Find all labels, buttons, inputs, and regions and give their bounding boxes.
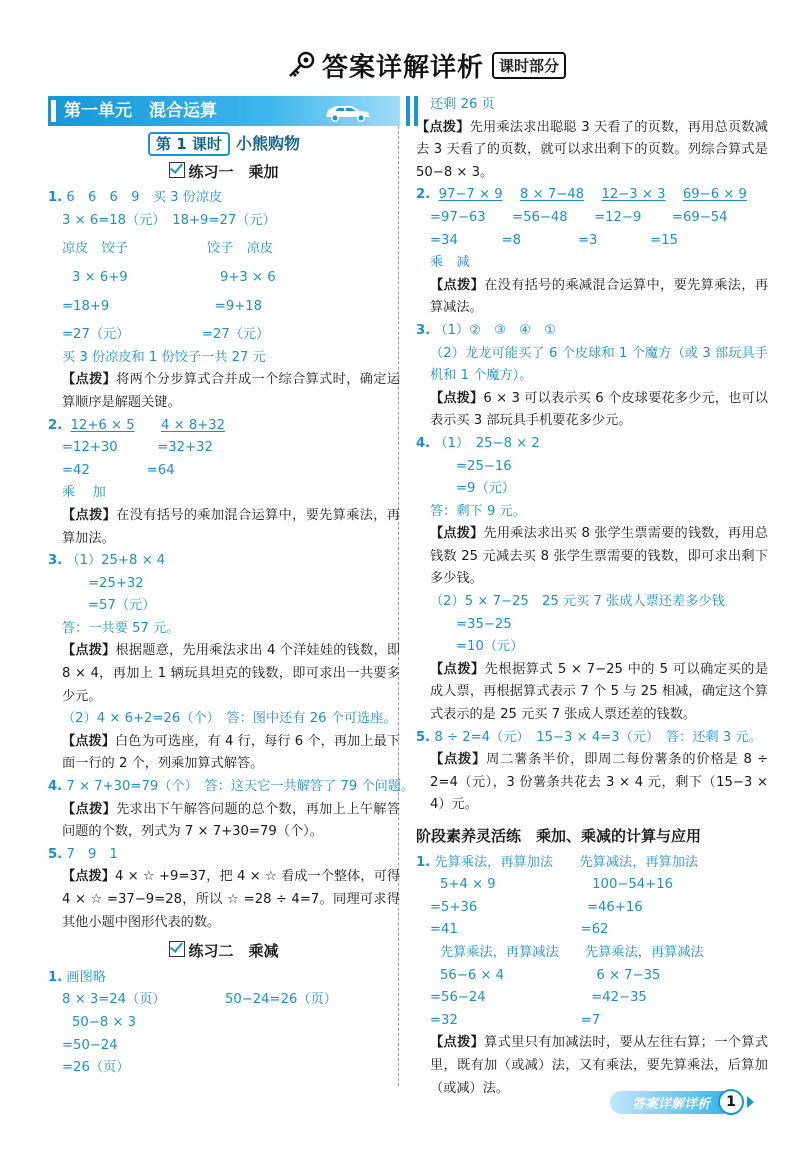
hint-note	[416, 659, 768, 727]
question-5	[48, 844, 400, 934]
answer-line: 画图略	[66, 969, 106, 985]
question-number: 3.	[48, 553, 63, 569]
answer-line: 7 9 1	[66, 846, 118, 862]
checkbox-icon	[169, 162, 185, 178]
hint-label: 【点拨】	[416, 119, 470, 135]
banner-bar	[51, 100, 56, 122]
hint-label: 【点拨】	[62, 372, 117, 388]
hint-label: 【点拨】	[62, 801, 117, 817]
key-icon	[286, 50, 316, 80]
answer-line: 买 3 份凉皮和 1 份饺子一共 27 元	[62, 349, 266, 365]
answer-line: =97−63 =56−48 =12−9 =69−54	[430, 209, 728, 225]
question-2	[416, 184, 768, 320]
answer-line: =9（元）	[456, 481, 516, 497]
hint-note	[416, 117, 768, 185]
question-number: 4.	[416, 435, 431, 451]
answer-line: =34 =8 =3 =15	[430, 232, 678, 248]
hint-text: 根据题意，先用乘法求出 4 个洋娃娃的钱数，即 8 × 4，再加上 1 辆玩具坦克的钱数，即可求出一共要多少元。	[62, 643, 401, 704]
practice2-question-1	[48, 967, 400, 1080]
answer-line: 乘 加	[62, 485, 106, 501]
answer-line: （1）25+8 × 4	[66, 553, 166, 569]
section-badge: 课时部分	[492, 52, 566, 79]
question-number: 3.	[416, 322, 431, 338]
question-number: 1.	[48, 969, 63, 985]
question-2	[48, 415, 400, 551]
answer-line: （2）龙龙可能买了 6 个皮球和 1 个魔方（或 3 部玩具手机和 1 个魔方）。	[430, 345, 768, 384]
question-number: 1.	[416, 854, 431, 870]
hint-label: 【点拨】	[430, 752, 487, 768]
stage-practice-title: 阶段素养灵活练 乘加、乘减的计算与应用	[416, 827, 702, 845]
answer-line: =5+36 =46+16	[430, 899, 643, 915]
practice-title: 练习一 乘加	[188, 162, 279, 181]
answer-line: =18+9 =9+18	[62, 298, 263, 314]
answer-line: =26（页）	[62, 1060, 130, 1076]
unit-title: 第一单元 混合运算	[64, 101, 217, 121]
answer-line: 答：剩下 9 元。	[430, 503, 526, 519]
hint-text: 在没有括号的乘加混合运算中，要先算乘法，再算加法。	[62, 507, 401, 546]
question-1	[48, 187, 400, 414]
expression: 4 × 8+32	[161, 417, 226, 433]
page-title: 答案详解详析	[322, 52, 485, 83]
answer-line: =27（元） =27（元）	[62, 327, 270, 343]
hint-note	[416, 523, 768, 591]
stage-question-1	[416, 852, 768, 1101]
answer-line: =57（元）	[88, 598, 156, 614]
hint-note	[416, 749, 768, 817]
page-footer	[610, 1090, 754, 1114]
answer-line: =12+30 =32+32	[62, 440, 213, 456]
lesson-heading	[48, 132, 400, 158]
hint-text: 在没有括号的乘减混合运算中，要先算乘法，再算减法。	[430, 277, 769, 316]
answer-line: 8 ÷ 2=4（元） 15−3 × 4=3（元） 答：还剩 3 元。	[434, 729, 762, 745]
answer-line: 7 × 7+30=79（个） 答：这天它一共解答了 79 个问题。	[66, 779, 415, 795]
hint-label: 【点拨】	[430, 1035, 485, 1051]
hint-text: 6 × 3 可以表示买 6 个皮球要花多少元，也可以表示买 3 部玩具手机要花多少元。	[430, 390, 768, 429]
hint-note	[48, 731, 400, 776]
banner-bar	[406, 96, 410, 126]
arrow-right-icon	[747, 1096, 754, 1108]
hint-text: 先用乘法求出买 8 张学生票需要的钱数，再用总钱数 25 元减去买 8 张学生票需要的钱数，即可求出剩下多少钱。	[430, 526, 769, 587]
answer-line: 50−8 × 3	[72, 1014, 137, 1030]
hint-label: 【点拨】	[430, 277, 485, 293]
question-number: 5.	[416, 729, 431, 745]
hint-note	[416, 275, 768, 320]
left-column	[48, 94, 415, 1080]
question-3	[416, 320, 768, 433]
answer-line: =50−24	[62, 1037, 118, 1053]
answer-line: =56−24 =42−35	[430, 990, 647, 1006]
hint-note	[48, 640, 400, 708]
page-header	[0, 42, 800, 88]
answer-line: 56−6 × 4 6 × 7−35	[440, 967, 661, 983]
question-number: 1.	[48, 190, 63, 206]
checkbox-icon	[169, 941, 185, 957]
practice-title: 练习二 乘减	[188, 942, 279, 961]
hint-note	[48, 799, 400, 844]
answer-line: （1）② ③ ④ ①	[434, 322, 557, 338]
footer-label: 答案详解详析	[610, 1091, 724, 1114]
hint-text: 周二薯条半价，即周二每份薯条的价格是 8 ÷ 2=4（元），3 份薯条共花去 3 × 4 元，剩下（15−3 × 4）元。	[430, 752, 768, 813]
hint-label: 【点拨】	[62, 869, 115, 885]
lesson-tag: 第 1 课时	[148, 132, 230, 156]
hint-note	[48, 866, 400, 934]
practice-heading	[48, 940, 400, 963]
question-number: 4.	[48, 779, 63, 795]
answer-line: =42 =64	[62, 462, 175, 478]
hint-label: 【点拨】	[430, 526, 484, 542]
question-4	[48, 776, 415, 844]
hint-text: 先根据算式 5 × 7−25 中的 5 可以确定买的是成人票，再根据算式表示 7 个 5 与 25 相减，确定这个算式表示的是 25 元买 7 张成人票还差的钱数。	[430, 661, 769, 723]
answer-line: 凉皮 饺子 饺子 凉皮	[62, 241, 273, 257]
answer-line: 答：一共要 57 元。	[62, 620, 180, 636]
expression: 8 × 7−48	[520, 187, 585, 203]
answer-line: 8 × 3=24（页） 50−24=26（页）	[62, 992, 337, 1008]
expression: 12−3 × 3	[601, 187, 666, 203]
right-column	[416, 94, 768, 1100]
unit-banner	[48, 96, 400, 126]
question-number: 2.	[416, 187, 431, 203]
answer-line: 3 × 6+9 9+3 × 6	[72, 269, 276, 285]
hint-label: 【点拨】	[430, 661, 485, 677]
hint-note	[48, 505, 400, 550]
hint-text: 将两个分步算式合并成一个综合算式时，确定运算顺序是解题关键。	[62, 372, 401, 410]
answer-line: （2）5 × 7−25 25 元买 7 张成人票还差多少钱	[430, 594, 725, 610]
hint-text: 算式里只有加减法时，要从左往右算；一个算式里，既有加（或减）法，又有乘法，要先算乘法，后算加（或减）法。	[430, 1035, 769, 1096]
expression: 97−7 × 9	[438, 187, 503, 203]
practice-heading	[48, 161, 400, 184]
answer-line: =41 =62	[430, 922, 609, 938]
page-number: 1	[718, 1089, 744, 1115]
answer-line: （1） 25−8 × 2	[434, 435, 540, 451]
answer-line: =25−16	[456, 458, 512, 474]
hint-note	[416, 388, 768, 433]
hint-label: 【点拨】	[430, 390, 484, 406]
question-4	[416, 433, 768, 727]
answer-line: 5+4 × 9 100−54+16	[440, 877, 673, 893]
answer-line: 乘 减	[430, 255, 470, 271]
lesson-name: 小熊购物	[235, 134, 300, 153]
answer-line: =35−25	[456, 616, 512, 632]
expression: 69−6 × 9	[682, 187, 747, 203]
hint-label: 【点拨】	[62, 733, 115, 749]
question-3	[48, 550, 400, 776]
header-inner	[286, 42, 566, 88]
question-number: 2.	[48, 417, 63, 433]
answer-line: 6 6 6 9 买 3 份凉皮	[66, 190, 223, 206]
answer-line: 先算乘法，再算减法 先算乘法，再算减法	[440, 944, 704, 960]
answer-line: （2）4 × 6+2=26（个） 答：图中还有 26 个可选座。	[62, 711, 397, 727]
question-5	[416, 727, 768, 817]
answer-line: 还剩 26 页	[430, 97, 495, 112]
hint-text: 先用乘法求出聪聪 3 天看了的页数，再用总页数减去 3 天看了的页数，就可以求出剩下的页数。列综合算式是 50−8 × 3。	[416, 119, 768, 180]
question-number: 5.	[48, 846, 63, 862]
hint-label: 【点拨】	[62, 643, 116, 659]
hint-text: 先求出下午解答问题的总个数，再加上上午解答问题的个数，列式为 7 × 7+30=79（个）。	[62, 801, 401, 840]
answer-line: =32 =7	[430, 1012, 601, 1028]
hint-label: 【点拨】	[62, 507, 117, 523]
answer-line: =25+32	[88, 575, 144, 591]
hint-text: 白色为可选座，有 4 行，每行 6 个，再加上最下面一行的 2 个，列乘加算式解答。	[62, 733, 401, 772]
hint-text: 4 × ☆ +9=37，把 4 × ☆ 看成一个整体，可得 4 × ☆ =37−9=28，所以 ☆ =28 ÷ 4=7。同理可求得其他小题中图形代表的数。	[62, 869, 401, 930]
answer-line: 3 × 6=18（元） 18+9=27（元）	[62, 212, 276, 228]
hint-note	[48, 369, 400, 414]
answer-line: 先算乘法，再算加法 先算减法，再算加法	[434, 854, 699, 870]
car-icon	[322, 101, 374, 123]
answer-line: =10（元）	[456, 639, 524, 655]
expression: 12+6 × 5	[70, 417, 135, 433]
